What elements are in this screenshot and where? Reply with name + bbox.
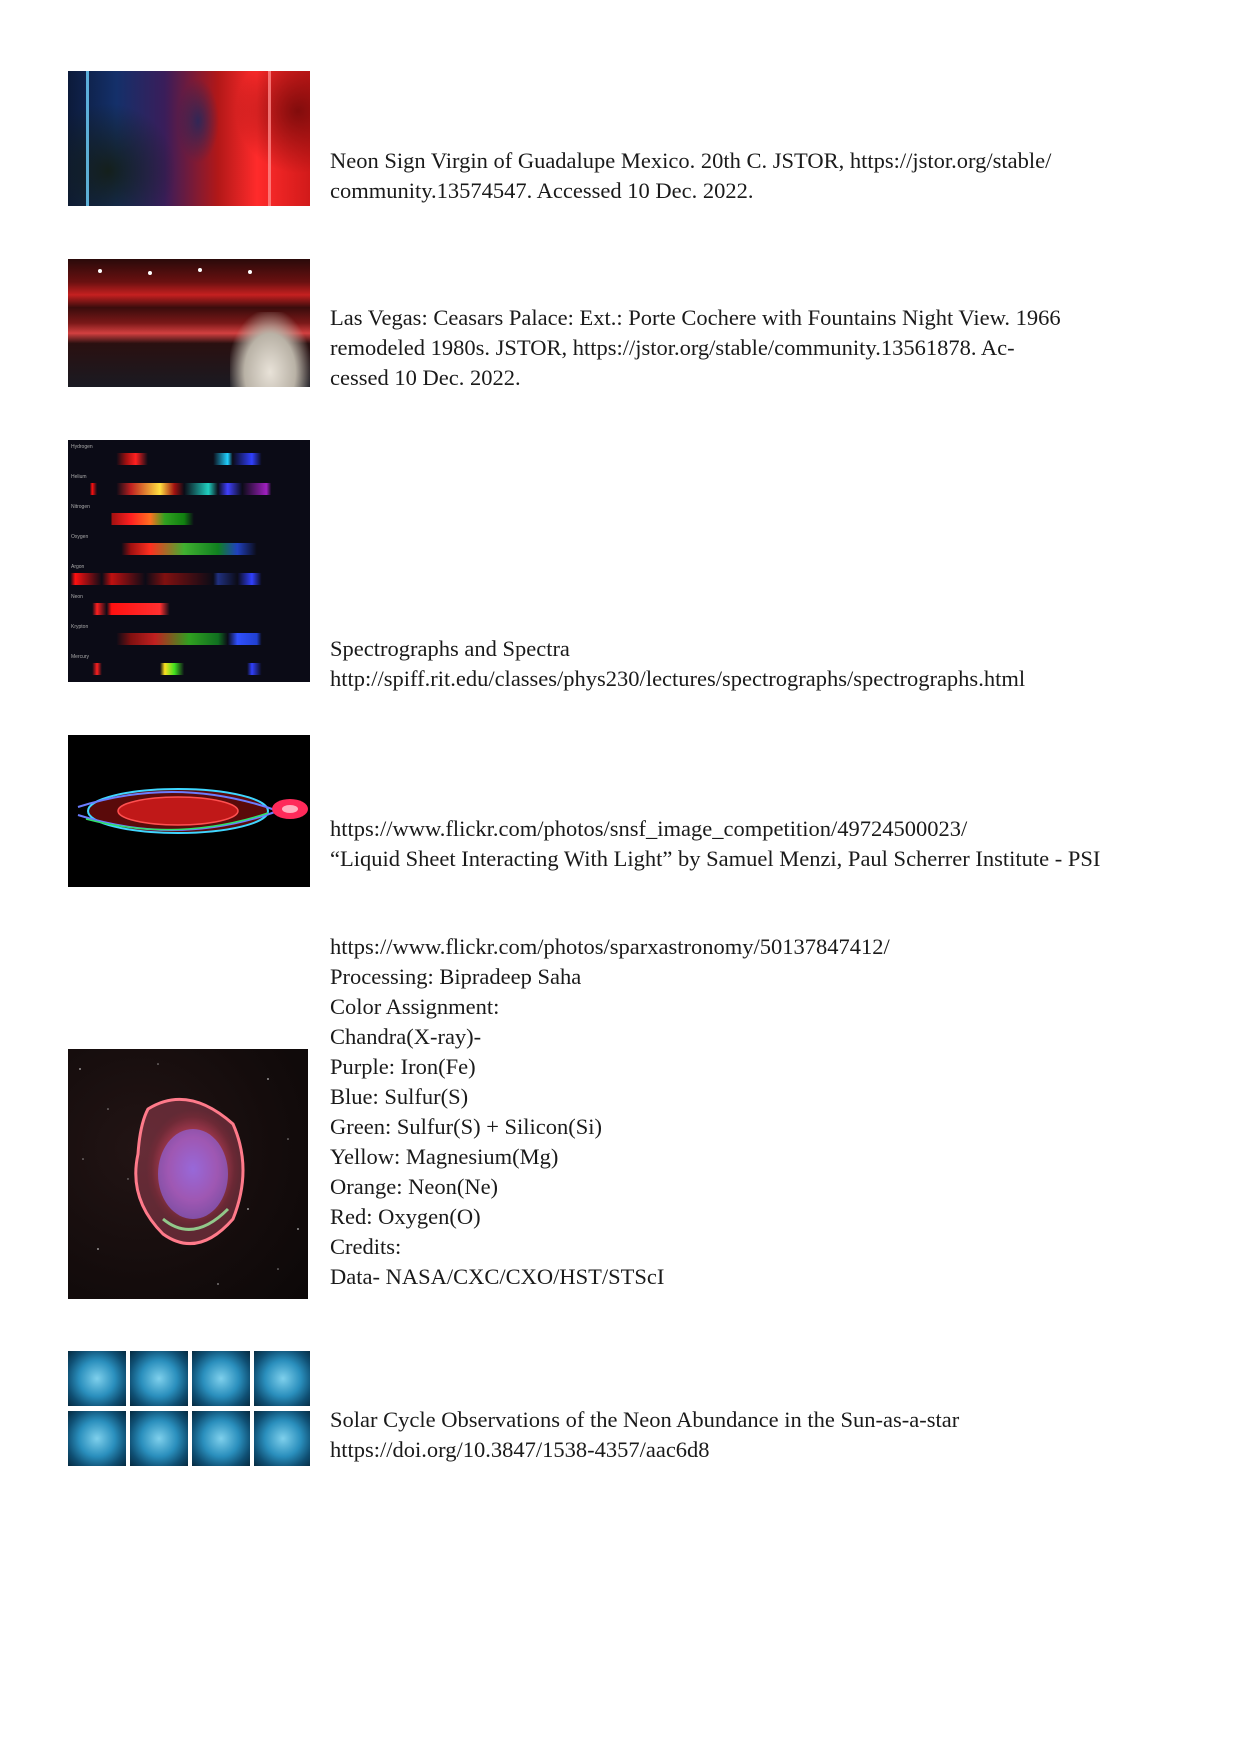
sun-tile	[68, 1351, 126, 1406]
caption-line: http://spiff.rit.edu/classes/phys230/lectures/spectrographs/spectrographs.html	[330, 666, 1026, 691]
caption-entry-6	[330, 1405, 959, 1465]
spectrum-band	[68, 573, 310, 585]
caption-line: Color Assignment:	[330, 994, 500, 1019]
spectrum-label: Nitrogen	[71, 504, 90, 510]
decor-stripe	[268, 71, 271, 206]
caption-line: https://www.flickr.com/photos/snsf_image_competition/49724500023/	[330, 816, 968, 841]
caption-line: remodeled 1980s. JSTOR, https://jstor.org/stable/community.13561878. Ac-	[330, 335, 1015, 360]
spectrum-band	[68, 543, 310, 555]
spectrum-label: Hydrogen	[71, 444, 93, 450]
caption-line: community.13574547. Accessed 10 Dec. 2022.	[330, 178, 754, 203]
sun-tile	[254, 1351, 310, 1406]
spectrum-band	[68, 483, 310, 495]
spectrum-label: Oxygen	[71, 534, 89, 540]
caption-line: Processing: Bipradeep Saha	[330, 964, 582, 989]
supernova-drawing	[68, 1049, 308, 1299]
sun-tile	[130, 1411, 188, 1466]
caption-line: Chandra(X-ray)-	[330, 1024, 482, 1049]
spectrum-label: Helium	[71, 474, 87, 480]
caption-line: https://www.flickr.com/photos/sparxastronomy/50137847412/	[330, 934, 890, 959]
caesars-palace-image	[68, 259, 310, 387]
caption-entry-1	[330, 146, 1051, 206]
caption-line: Data- NASA/CXC/CXO/HST/STScI	[330, 1264, 665, 1289]
spectrum-band	[68, 453, 310, 465]
caption-line: Neon Sign Virgin of Guadalupe Mexico. 20th C. JSTOR, https://jstor.org/stable/	[330, 148, 1052, 173]
fountain-shape	[230, 312, 310, 387]
liquid-sheet-drawing	[68, 735, 310, 887]
caption-line: Purple: Iron(Fe)	[330, 1054, 476, 1079]
neon-virgin-guadalupe-image	[68, 71, 310, 206]
liquid-sheet-light-image	[68, 735, 310, 887]
spectrum-label: Argon	[71, 564, 85, 570]
light-dot	[98, 269, 102, 273]
light-dot	[148, 271, 152, 275]
spectrum-label: Neon	[71, 594, 83, 600]
sun-tile	[192, 1351, 250, 1406]
spectrum-label: Krypton	[71, 624, 89, 630]
sun-tile	[254, 1411, 310, 1466]
light-dot	[248, 270, 252, 274]
caption-entry-4	[330, 814, 1100, 874]
caption-line: Orange: Neon(Ne)	[330, 1174, 499, 1199]
caption-line: “Liquid Sheet Interacting With Light” by Samuel Menzi, Paul Scherrer Institute - PSI	[330, 846, 1101, 871]
spectrum-band	[68, 513, 310, 525]
caption-line: Yellow: Magnesium(Mg)	[330, 1144, 559, 1169]
caption-line: Green: Sulfur(S) + Silicon(Si)	[330, 1114, 603, 1139]
caption-entry-5	[330, 932, 890, 1292]
caption-line: Blue: Sulfur(S)	[330, 1084, 469, 1109]
decor-stripe	[86, 71, 89, 206]
sun-tile	[68, 1411, 126, 1466]
emission-spectra-image	[68, 440, 310, 682]
supernova-remnant-image	[68, 1049, 308, 1299]
caption-line: cessed 10 Dec. 2022.	[330, 365, 521, 390]
sun-tile	[130, 1351, 188, 1406]
caption-line: Spectrographs and Spectra	[330, 636, 570, 661]
spectrum-band	[68, 663, 310, 675]
caption-line: Red: Oxygen(O)	[330, 1204, 481, 1229]
caption-line: Credits:	[330, 1234, 402, 1259]
caption-entry-3	[330, 634, 1025, 694]
solar-cycle-grid-image	[68, 1351, 310, 1467]
spectrum-band	[68, 633, 310, 645]
caption-entry-2	[330, 303, 1061, 393]
sun-tile	[192, 1411, 250, 1466]
spectrum-band	[68, 603, 310, 615]
light-dot	[198, 268, 202, 272]
caption-line: https://doi.org/10.3847/1538-4357/aac6d8	[330, 1437, 710, 1462]
caption-line: Solar Cycle Observations of the Neon Abundance in the Sun-as-a-star	[330, 1407, 960, 1432]
caption-line: Las Vegas: Ceasars Palace: Ext.: Porte Cochere with Fountains Night View. 1966	[330, 305, 1061, 330]
spectrum-label: Mercury	[71, 654, 90, 660]
